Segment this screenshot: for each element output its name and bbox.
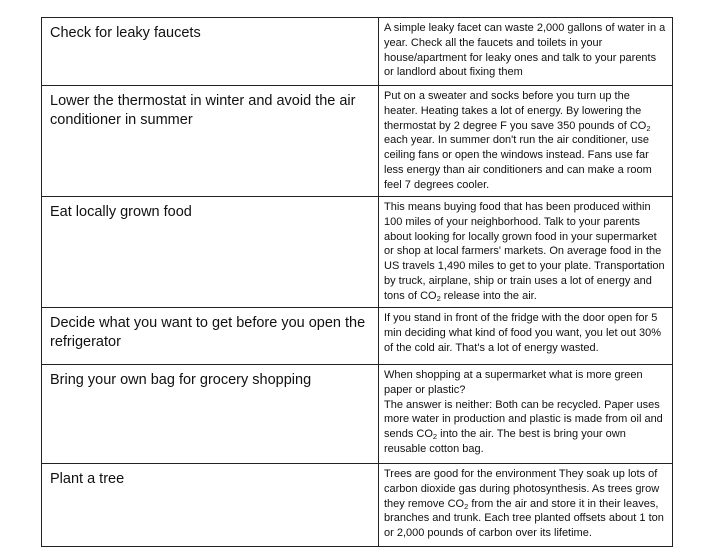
- detail-cell: [379, 197, 673, 308]
- detail-text: from the air and store it in their leaves, branches and trunk. Each tree planted offsets about 1 ton or 2,000 pounds of carbon over its lifetime.: [384, 497, 664, 540]
- detail-cell: [379, 365, 673, 464]
- detail-text: into the air. The best is bring your own reusable cotton bag.: [384, 428, 626, 455]
- table-row: [42, 365, 673, 464]
- tip-cell: Bring your own bag for grocery shopping: [42, 365, 379, 464]
- detail-text: release into the air.: [440, 289, 537, 302]
- table-row: [42, 86, 673, 197]
- detail-text: Put on a sweater and socks before you turn up the heater. Heating takes a lot of energy. By lowering the thermostat by 2 degree F you save 350 pounds of CO: [384, 90, 647, 132]
- table-row: [42, 197, 673, 308]
- tip-cell: Check for leaky faucets: [42, 18, 379, 86]
- detail-text: each year. In summer don't run the air conditioner, use ceiling fans or open the windows instead. Fans use far less energy than air conditioners and can make a room feel 7 degrees cooler.: [384, 134, 652, 191]
- subscript: 2: [436, 293, 441, 303]
- detail-cell: If you stand in front of the fridge with the door open for 5 min deciding what kind of food you want, you let out 30% of the cold air. That's a lot of energy wasted.: [379, 308, 673, 365]
- table-row: [42, 308, 673, 365]
- detail-text: This means buying food that has been produced within 100 miles of your neighborhood. Talk to your parents about looking for locally grown food in your supermarket or shop at local farmers' markets. On average food in the US travels 1,490 miles to get to your plate. Transportation by truck, airplane, ship or train uses a lot of energy and tons of CO: [384, 201, 665, 302]
- subscript: 2: [646, 123, 651, 133]
- detail-cell: [379, 464, 673, 547]
- tip-cell: Plant a tree: [42, 464, 379, 547]
- table-row: [42, 18, 673, 86]
- detail-text: The answer is neither: Both can be recycled. Paper uses more water in production and plastic is made from oil and sends CO: [384, 398, 663, 441]
- tip-cell: Lower the thermostat in winter and avoid the air conditioner in summer: [42, 86, 379, 197]
- tip-cell: Decide what you want to get before you open the refrigerator: [42, 308, 379, 365]
- detail-cell: [379, 86, 673, 197]
- tip-cell: Eat locally grown food: [42, 197, 379, 308]
- subscript: 2: [432, 432, 438, 442]
- detail-cell: A simple leaky facet can waste 2,000 gallons of water in a year. Check all the faucets and toilets in your house/apartment for leaky ones and talk to your parents or landlord about fixing them: [379, 18, 673, 86]
- detail-text: When shopping at a supermarket what is more green paper or plastic?: [384, 369, 643, 396]
- table-row: [42, 464, 673, 547]
- detail-text: Trees are good for the environment They soak up lots of carbon dioxide gas during photosynthesis. As trees grow they remove CO: [384, 468, 660, 510]
- subscript: 2: [464, 501, 469, 511]
- tips-table: [41, 17, 673, 547]
